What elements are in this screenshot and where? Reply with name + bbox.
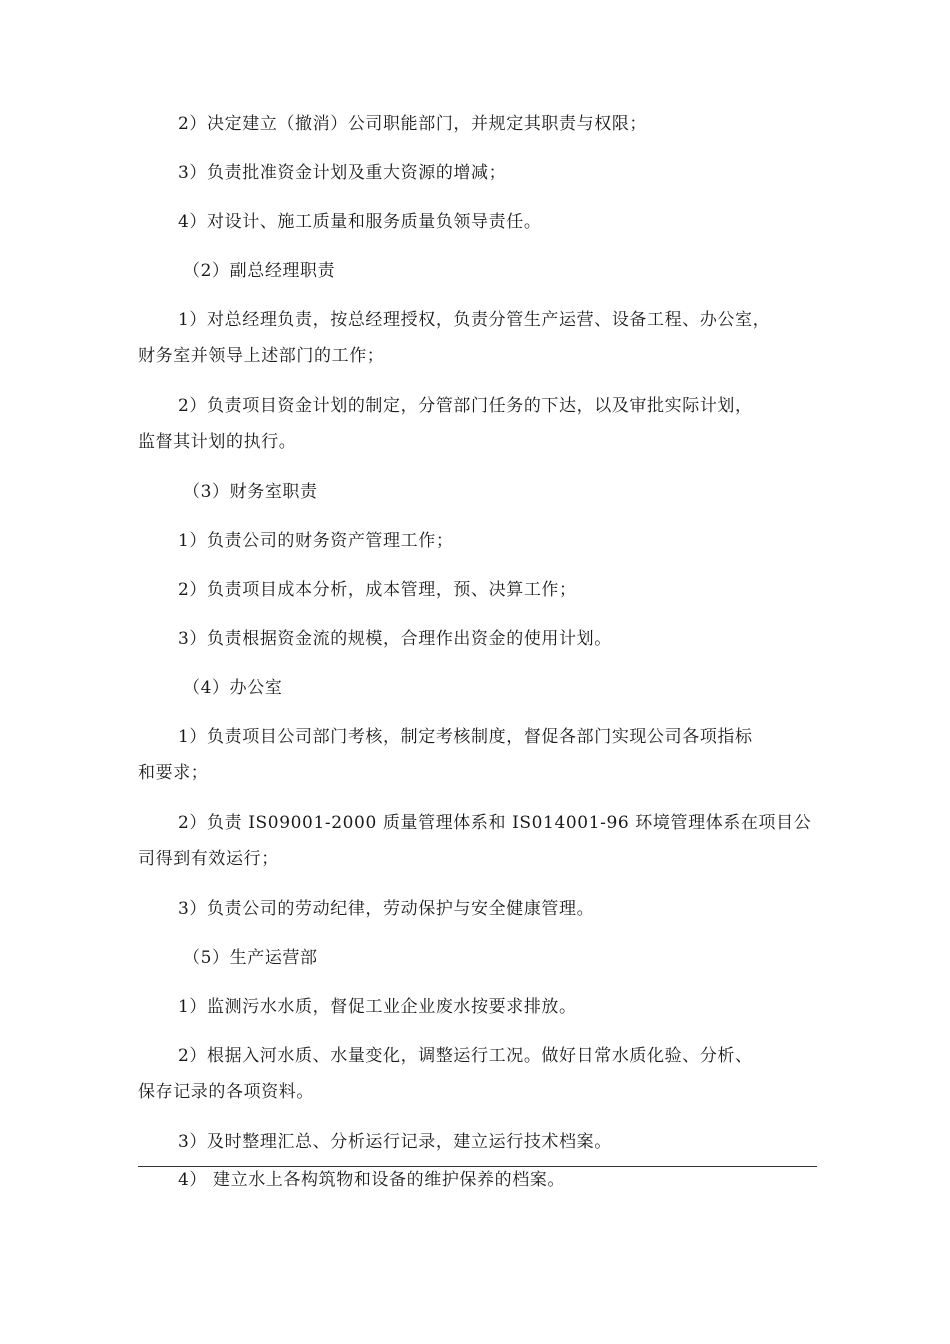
paragraph-continuation: 财务室并领导上述部门的工作；: [138, 346, 385, 366]
paragraph-item: 4）对设计、施工质量和服务质量负领导责任。: [178, 212, 542, 232]
paragraph-item: 2）负责项目资金计划的制定，分管部门任务的下达，以及审批实际计划，: [178, 396, 753, 416]
section-heading: （2）副总经理职责: [183, 261, 336, 281]
paragraph-item: 1）负责项目公司部门考核，制定考核制度，督促各部门实现公司各项指标: [178, 727, 753, 747]
paragraph-item: 1）负责公司的财务资产管理工作；: [178, 531, 454, 551]
section-heading: （5）生产运营部: [183, 948, 318, 968]
paragraph-item: 2）根据入河水质、水量变化，调整运行工况。做好日常水质化验、分析、: [178, 1046, 753, 1066]
paragraph-item: 3）及时整理汇总、分析运行记录，建立运行技术档案。: [178, 1132, 612, 1152]
paragraph-item: 1）对总经理负责，按总经理授权，负责分管生产运营、设备工程、办公室，: [178, 310, 771, 330]
paragraph-item: 2）决定建立（撤消）公司职能部门，并规定其职责与权限；: [178, 114, 648, 134]
paragraph-continuation: 监督其计划的执行。: [138, 432, 297, 452]
paragraph-item: 2）负责项目成本分析，成本管理，预、决算工作；: [178, 580, 577, 600]
paragraph-continuation: 司得到有效运行；: [138, 849, 279, 869]
footnote-line: 4） 建立水上各构筑物和设备的维护保养的档案。: [178, 1170, 566, 1190]
paragraph-item: 3）负责根据资金流的规模，合理作出资金的使用计划。: [178, 629, 612, 649]
section-heading: （3）财务室职责: [183, 482, 318, 502]
section-heading: （4）办公室: [183, 678, 283, 698]
paragraph-item: 1）监测污水水质，督促工业企业废水按要求排放。: [178, 997, 577, 1017]
paragraph-item: 3）负责公司的劳动纪律，劳动保护与安全健康管理。: [178, 899, 595, 919]
page-divider: [138, 1166, 817, 1167]
paragraph-item: 3）负责批准资金计划及重大资源的增减；: [178, 163, 507, 183]
paragraph-continuation: 保存记录的各项资料。: [138, 1082, 314, 1102]
paragraph-item: 2）负责 IS09001-2000 质量管理体系和 IS014001-96 环境管理体系在项目公: [178, 813, 812, 833]
paragraph-continuation: 和要求；: [138, 763, 209, 783]
